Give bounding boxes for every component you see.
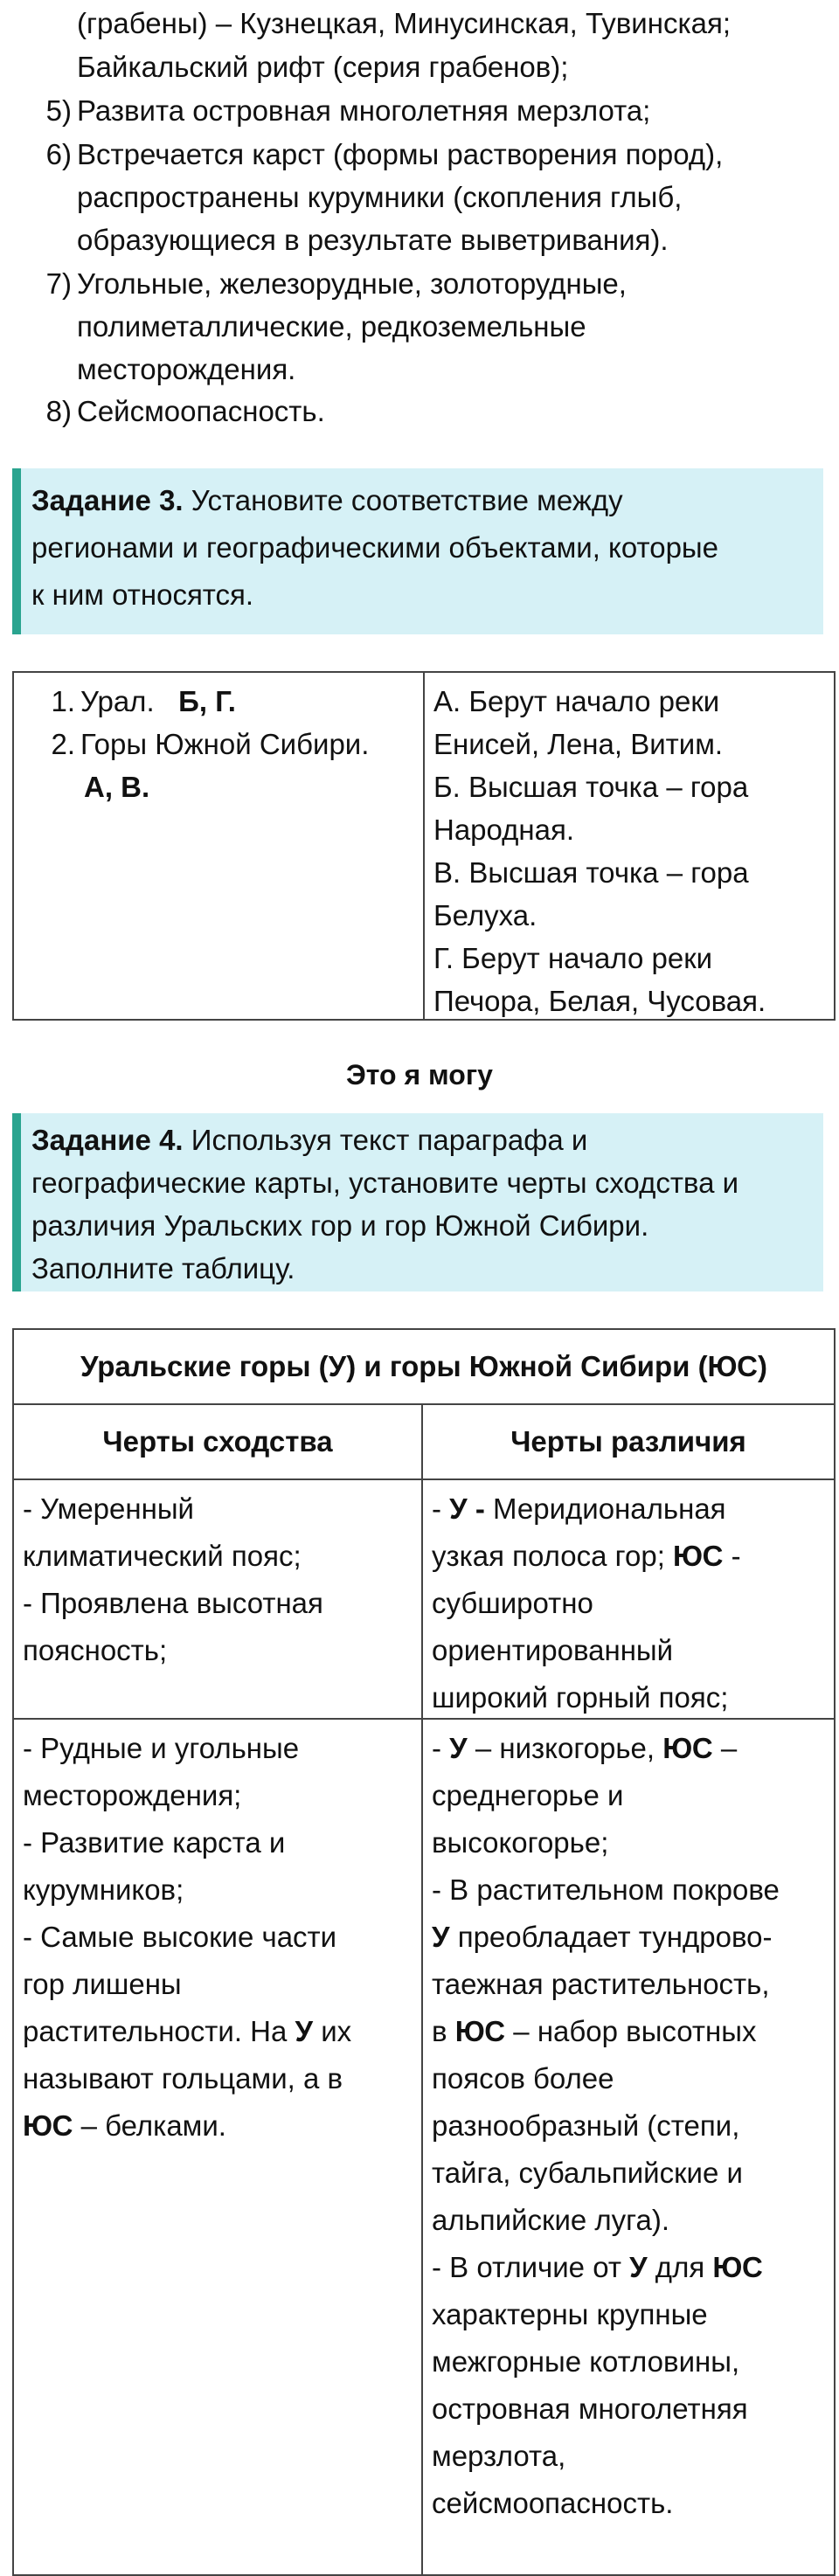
cell-text: для: [647, 2251, 713, 2283]
cell-text: межгорные котловины,: [432, 2345, 740, 2378]
match-object: Г. Берут начало реки: [433, 942, 713, 974]
cell-text: -: [432, 1492, 450, 1525]
cell-text: характерны крупные: [432, 2298, 708, 2330]
cell-text-bold: У: [432, 1921, 450, 1953]
task-text: Заполните таблицу.: [31, 1252, 295, 1285]
list-number: 6): [45, 138, 72, 170]
cell-text: Меридиональная: [484, 1492, 726, 1525]
cell-text: курумников;: [23, 1873, 184, 1906]
cell-text-bold: ЮС: [662, 1732, 713, 1764]
task-4-box: [12, 1113, 823, 1291]
cell-text: субширотно: [432, 1587, 593, 1619]
cell-text: тайга, субальпийские и: [432, 2157, 743, 2189]
match-object: А. Берут начало реки: [433, 685, 720, 717]
match-region: Урал.: [80, 685, 155, 717]
list-number: 5): [45, 94, 72, 127]
task-3-box: [12, 468, 823, 634]
cell-text: - Рудные и угольные: [23, 1732, 300, 1764]
match-region-item: [49, 680, 416, 723]
cell-text: климатический пояс;: [23, 1540, 302, 1572]
table-row: [14, 1720, 834, 2574]
cell-text: ориентированный: [432, 1634, 674, 1666]
cell-text: - Самые высокие части: [23, 1921, 337, 1953]
list-item-text: месторождения.: [77, 353, 296, 385]
match-object: Енисей, Лена, Витим.: [433, 728, 724, 760]
cell-text: растительности. На: [23, 2015, 295, 2047]
column-header-similar: Черты сходства: [102, 1425, 333, 1458]
table-title: Уральские горы (У) и горы Южной Сибири (ЮС): [14, 1330, 834, 1405]
cell-text: широкий горный пояс;: [432, 1681, 729, 1714]
task-text: географические карты, установите черты сходства и: [31, 1167, 739, 1199]
task-text: регионами и географическими объектами, которые: [31, 531, 719, 564]
difference-cell: [432, 1725, 822, 2527]
cell-text: -: [723, 1540, 741, 1572]
task-label: Задание 3.: [31, 484, 184, 516]
list-item-text: образующиеся в результате выветривания).: [77, 224, 669, 256]
cell-text-bold: ЮС: [454, 2015, 506, 2047]
match-region-item: [49, 723, 416, 808]
table-divider: [423, 673, 425, 1019]
cell-text-bold: У: [295, 2015, 314, 2047]
cell-text: среднегорье и: [432, 1779, 624, 1811]
cell-text-bold: ЮС: [712, 2251, 763, 2283]
match-answer: А, В.: [84, 771, 150, 803]
list-item-text: Встречается карст (формы растворения пород),: [77, 138, 724, 170]
cell-text: – низкогорье,: [467, 1732, 663, 1764]
cell-text-bold: У: [629, 2251, 648, 2283]
table-row: [14, 1480, 834, 1720]
list-number: 7): [45, 267, 72, 300]
column-header-diff: Черты различия: [510, 1425, 746, 1458]
cell-text-bold: У -: [449, 1492, 485, 1525]
similarity-cell: [23, 1725, 413, 2150]
cell-text: - В отличие от: [432, 2251, 630, 2283]
cell-text-bold: У: [449, 1732, 468, 1764]
table-divider: [421, 1480, 423, 1718]
cell-text: поясов более: [432, 2062, 614, 2095]
cell-text: - Умеренный: [23, 1492, 194, 1525]
task-text: Установите соответствие между: [183, 484, 623, 516]
match-object: В. Высшая точка – гора: [433, 856, 749, 889]
list-continuation-line: (грабены) – Кузнецкая, Минусинская, Тувинская;: [77, 7, 731, 39]
list-item-text: полиметаллические, редкоземельные: [77, 310, 586, 343]
cell-text: - В растительном покрове: [432, 1873, 780, 1906]
cell-text: высокогорье;: [432, 1826, 609, 1859]
cell-text: – набор высотных: [505, 2015, 757, 2047]
cell-text: - Проявлена высотная: [23, 1587, 323, 1619]
cell-text: в: [432, 2015, 455, 2047]
cell-text: месторождения;: [23, 1779, 242, 1811]
cell-text: сейсмоопасность.: [432, 2487, 674, 2519]
match-region: Горы Южной Сибири.: [80, 728, 370, 760]
cell-text: -: [432, 1732, 450, 1764]
cell-text: поясность;: [23, 1634, 168, 1666]
similarity-cell: [23, 1485, 413, 1674]
cell-text: мерзлота,: [432, 2440, 566, 2472]
list-continuation-line: Байкальский рифт (серия грабенов);: [77, 51, 569, 83]
cell-text: преобладает тундрово-: [449, 1921, 773, 1953]
cell-text: –: [712, 1732, 738, 1764]
list-item-text: Развита островная многолетняя мерзлота;: [77, 94, 651, 127]
list-item-text: Угольные, железорудные, золоторудные,: [77, 267, 627, 300]
comparison-table: [12, 1328, 836, 2576]
table-header-row: [14, 1405, 834, 1480]
list-number: 8): [45, 395, 72, 427]
list-item-text: Сейсмоопасность.: [77, 395, 325, 427]
cell-text: островная многолетняя: [432, 2392, 748, 2425]
task-text: различия Уральских гор и гор Южной Сибири.: [31, 1209, 649, 1242]
section-heading: Это я могу: [346, 1059, 493, 1091]
match-object: Белуха.: [433, 899, 537, 931]
match-object: Народная.: [433, 814, 575, 846]
task-text: к ним относятся.: [31, 578, 254, 611]
list-item-text: распространены курумники (скопления глыб,: [77, 181, 683, 213]
cell-text: их: [313, 2015, 352, 2047]
task-text: Используя текст параграфа и: [183, 1124, 588, 1156]
cell-text: - Развитие карста и: [23, 1826, 286, 1859]
cell-text-bold: ЮС: [673, 1540, 724, 1572]
matching-table: [12, 671, 836, 1021]
cell-text: разнообразный (степи,: [432, 2109, 740, 2142]
cell-text: называют гольцами, а в: [23, 2062, 343, 2095]
match-object: Б. Высшая точка – гора: [433, 771, 749, 803]
match-number: 1.: [51, 685, 75, 717]
cell-text: гор лишены: [23, 1968, 182, 2000]
match-number: 2.: [51, 728, 75, 760]
task-label: Задание 4.: [31, 1124, 184, 1156]
match-object: Печора, Белая, Чусовая.: [433, 985, 766, 1017]
cell-text: альпийские луга).: [432, 2204, 670, 2236]
difference-cell: [432, 1485, 822, 1721]
match-answer: Б, Г.: [178, 685, 236, 717]
cell-text: узкая полоса гор;: [432, 1540, 674, 1572]
cell-text: – белками.: [73, 2109, 226, 2142]
cell-text: таежная растительность,: [432, 1968, 770, 2000]
table-divider: [421, 1720, 423, 2574]
cell-text-bold: ЮС: [23, 2109, 73, 2142]
